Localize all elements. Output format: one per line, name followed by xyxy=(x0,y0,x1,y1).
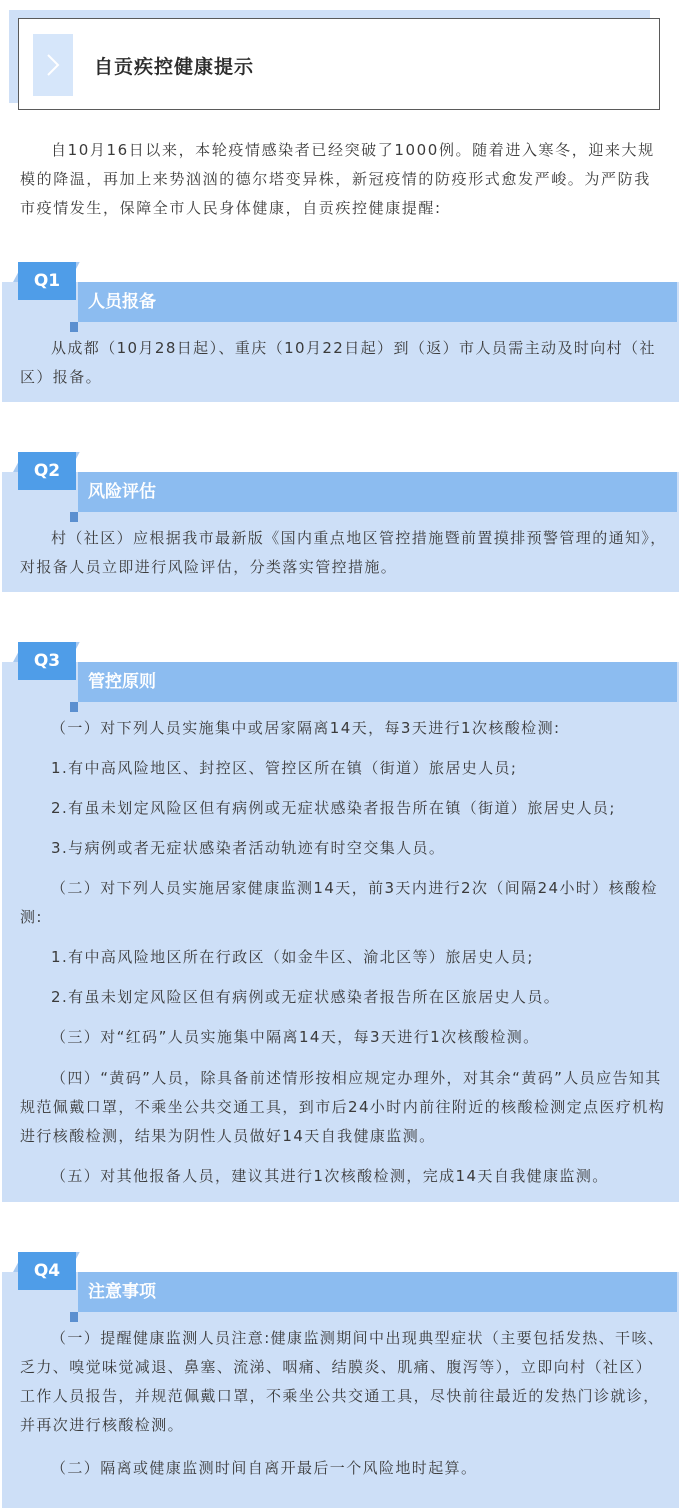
paragraph: 村（社区）应根据我市最新版《国内重点地区管控措施暨前置摸排预警管理的通知》，对报备人员立即进行风险评估，分类落实管控措施。 xyxy=(20,529,667,576)
paragraph: 2.有虽未划定风险区但有病例或无症状感染者报告所在区旅居史人员。 xyxy=(51,988,561,1006)
page-title: 自贡疾控健康提示 xyxy=(94,56,255,78)
paragraph: 从成都（10月28日起）、重庆（10月22日起）到（返）市人员需主动及时向村（社区）报备。 xyxy=(20,339,656,386)
paragraph: （一）提醒健康监测人员注意:健康监测期间中出现典型症状（主要包括发热、干咳、乏力、嗅觉味觉减退、鼻塞、流涕、咽痛、结膜炎、肌痛、腹泻等），立即向村（社区）工作人员报告，并规范佩戴口罩，不乘坐公共交通工具，尽快前往最近的发热门诊就诊，并再次进行核酸检测。 xyxy=(20,1329,665,1434)
paragraph: 1.有中高风险地区、封控区、管控区所在镇（街道）旅居史人员; xyxy=(51,759,518,777)
header-fold xyxy=(70,702,78,712)
header-fold xyxy=(70,1312,78,1322)
badge-q2: Q2 xyxy=(18,452,76,490)
badge-q3: Q3 xyxy=(18,642,76,680)
paragraph: （三）对“红码”人员实施集中隔离14天，每3天进行1次核酸检测。 xyxy=(51,1028,540,1046)
paragraph: 1.有中高风险地区所在行政区（如金牛区、渝北区等）旅居史人员; xyxy=(51,948,534,966)
header-fold xyxy=(70,512,78,522)
paragraph: 3.与病例或者无症状感染者活动轨迹有时空交集人员。 xyxy=(51,839,446,857)
paragraph: （二）隔离或健康监测时间自离开最后一个风险地时起算。 xyxy=(51,1459,478,1477)
paragraph: （四）“黄码”人员，除具备前述情形按相应规定办理外，对其余“黄码”人员应告知其规范佩戴口罩，不乘坐公共交通工具，到市后24小时内前往附近的核酸检测定点医疗机构进行核酸检测，结果为阴性人员做好14天自我健康监测。 xyxy=(20,1069,666,1145)
paragraph: （一）对下列人员实施集中或居家隔离14天，每3天进行1次核酸检测: xyxy=(51,719,561,737)
chevron-right-icon xyxy=(45,53,61,77)
section-heading-q1: 人员报备 xyxy=(78,282,677,322)
badge-q1: Q1 xyxy=(18,262,76,300)
paragraph: 2.有虽未划定风险区但有病例或无症状感染者报告所在镇（街道）旅居史人员; xyxy=(51,799,616,817)
header-fold xyxy=(70,322,78,332)
paragraph: （五）对其他报备人员，建议其进行1次核酸检测，完成14天自我健康监测。 xyxy=(51,1167,609,1185)
chevron-box xyxy=(33,34,73,96)
section-heading-q2: 风险评估 xyxy=(78,472,677,512)
intro-paragraph: 自10月16日以来，本轮疫情感染者已经突破了1000例。随着进入寒冬，迎来大规模的降温，再加上来势汹汹的德尔塔变异株，新冠疫情的防疫形式愈发严峻。为严防我市疫情发生，保障全市人民身体健康，自贡疾控健康提醒: xyxy=(20,141,655,217)
badge-q4: Q4 xyxy=(18,1252,76,1290)
section-heading-q3: 管控原则 xyxy=(78,662,677,702)
paragraph: （二）对下列人员实施居家健康监测14天，前3天内进行2次（间隔24小时）核酸检测: xyxy=(20,879,658,926)
section-heading-q4: 注意事项 xyxy=(78,1272,677,1312)
